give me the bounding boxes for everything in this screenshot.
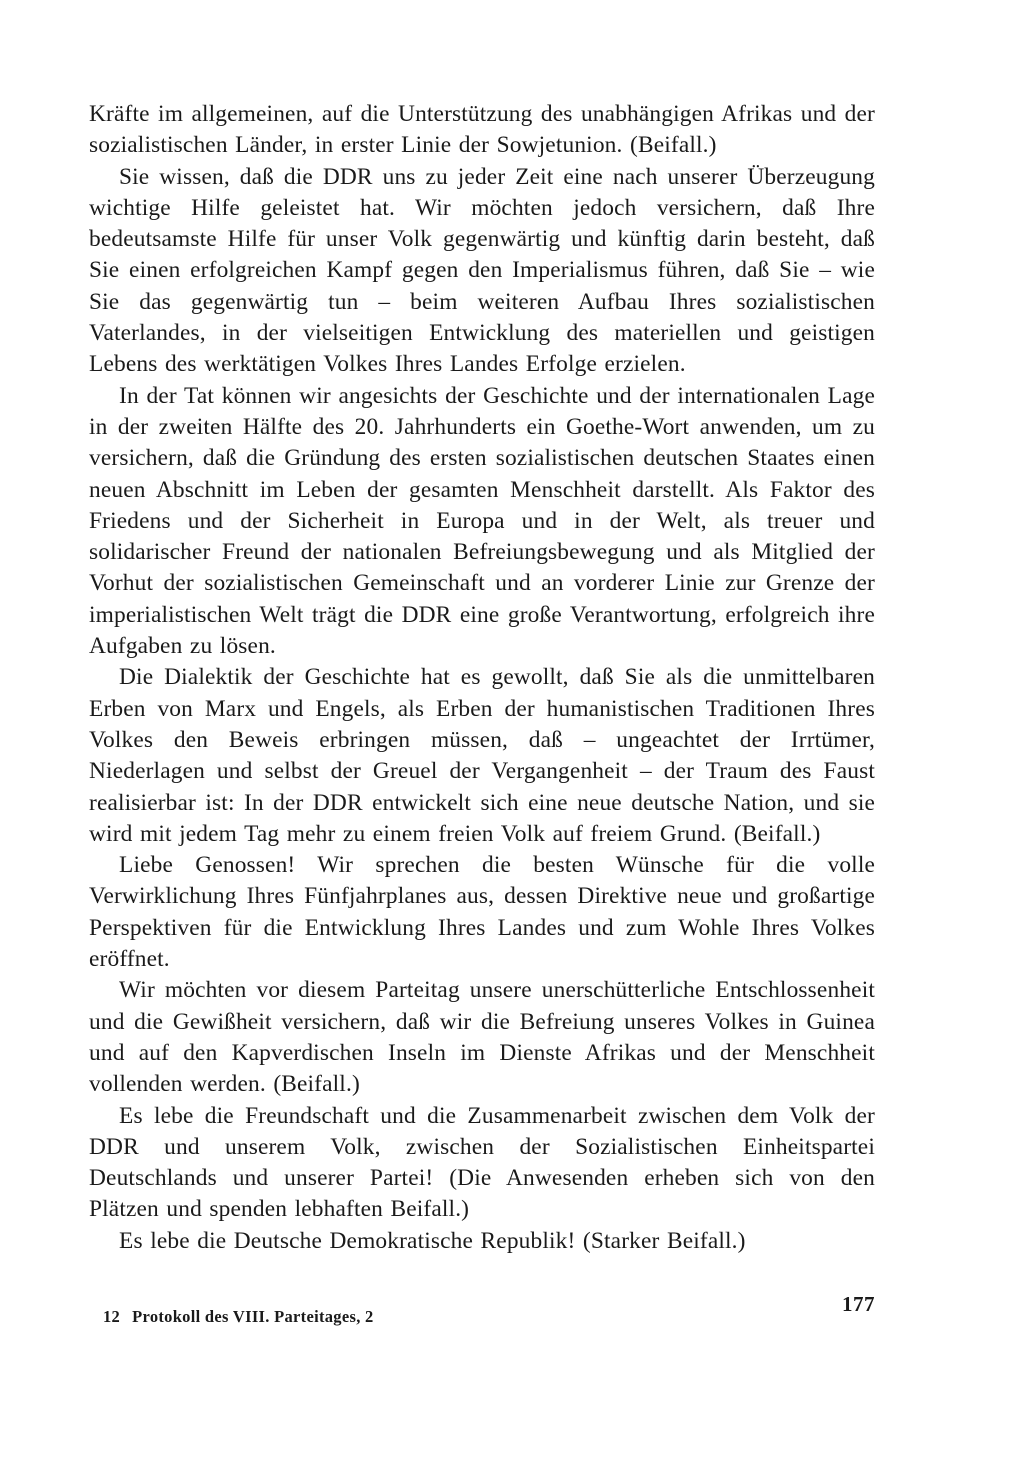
paragraph: Es lebe die Freundschaft und die Zusammenarbeit zwischen dem Volk der DDR und unserem Volk, zwischen der Sozialistischen Einheitspartei Deutschlands und unserer Partei! (Die Anwesenden erheben sich von den Plätzen und spenden lebhaften Beifall.) [89,1102,875,1223]
paragraph: Die Dialektik der Geschichte hat es gewollt, daß Sie als die unmittelbaren Erben von Marx und Engels, als Erben der humanistischen Traditionen Ihres Volkes den Beweis erbringen müssen, daß – ungeachtet der Irrtümer, Niederlagen und selbst der Greuel der Vergangenheit – der Traum des Faust realisierbar ist: In der DDR entwickelt sich eine neue deutsche Nation, und sie wird mit jedem Tag mehr zu einem freien Volk auf freiem Grund. (Beifall.) [89,664,875,847]
footer-source: Protokoll des VIII. Parteitages, 2 [132,1307,374,1326]
paragraph: Wir möchten vor diesem Parteitag unsere unerschütterliche Entschlossenheit und die Gewißheit versichern, daß wir die Befreiung unseres Volkes in Guinea und auf den Kapverdischen Inseln im Dienste Afrikas und der Menschheit vollenden werden. (Beifall.) [89,977,875,1098]
sheet-signature: 12 [103,1307,121,1326]
body-text [89,99,875,1257]
paragraph: Es lebe die Deutsche Demokratische Republik! (Starker Beifall.) [119,1227,746,1254]
page-number: 177 [842,1292,875,1316]
paragraph: In der Tat können wir angesichts der Geschichte und der internationalen Lage in der zweiten Hälfte des 20. Jahrhunderts ein Goethe-Wort anwenden, um zu versichern, daß die Gründung des ersten sozialistischen deutschen Staates einen neuen Abschnitt im Leben der gesamten Menschheit darstellt. Als Faktor des Friedens und der Sicherheit in Europa und in der Welt, als treuer und solidarischer Freund der nationalen Befreiungsbewegung und als Mitglied der Vorhut der sozialistischen Gemeinschaft und an vorderer Linie zur Grenze der imperialistischen Welt trägt die DDR eine große Verantwortung, erfolgreich ihre Aufgaben zu lösen. [89,382,875,660]
paragraph: Sie wissen, daß die DDR uns zu jeder Zeit eine nach unserer Überzeugung wichtige Hilfe geleistet hat. Wir möchten jedoch versichern, daß Ihre bedeutsamste Hilfe für unser Volk gegenwärtig und künftig darin besteht, daß Sie einen erfolgreichen Kampf gegen den Imperialismus führen, daß Sie – wie Sie das gegenwärtig tun – beim weiteren Aufbau Ihres sozialistischen Vaterlandes, in der vielseitigen Entwicklung des materiellen und geistigen Lebens des werktätigen Volkes Ihres Landes Erfolge erzielen. [89,163,875,378]
paragraph: Kräfte im allgemeinen, auf die Unterstützung des unabhängigen Afrikas und der sozialistischen Länder, in erster Linie der Sowjetunion. (Beifall.) [89,101,875,159]
page-footer [103,1307,374,1327]
paragraph: Liebe Genossen! Wir sprechen die besten Wünsche für die volle Verwirklichung Ihres Fünfjahrplanes aus, dessen Direktive neue und großartige Perspektiven für die Entwicklung Ihres Landes und zum Wohle Ihres Volkes eröffnet. [89,852,875,973]
